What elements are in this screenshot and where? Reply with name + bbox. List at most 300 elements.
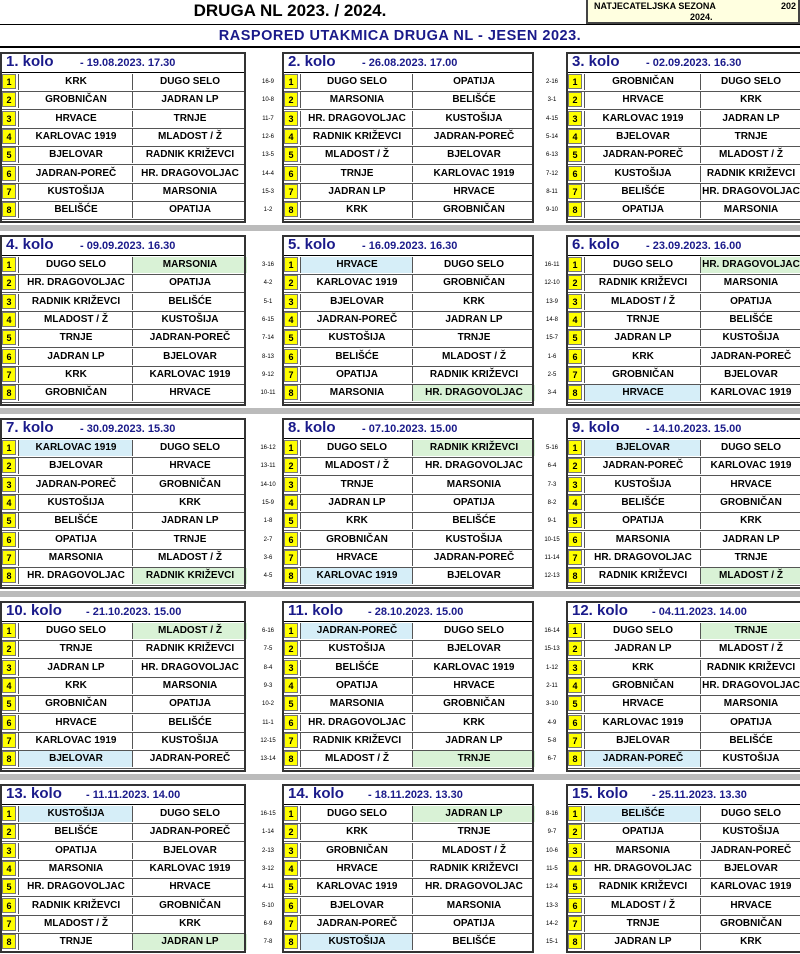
match-number: 6 bbox=[568, 898, 582, 913]
away-team: JADRAN-POREČ bbox=[412, 550, 535, 566]
away-team: KRK bbox=[132, 495, 247, 511]
away-team: JADRAN LP bbox=[132, 934, 247, 950]
pairing-code: 6-16 bbox=[256, 625, 280, 637]
match-number: 1 bbox=[284, 257, 298, 272]
pairing-code: 3-1 bbox=[540, 94, 564, 106]
match-number: 5 bbox=[2, 330, 16, 345]
pairing-code: 12-6 bbox=[256, 131, 280, 143]
match-number: 2 bbox=[284, 458, 298, 473]
match-number: 8 bbox=[2, 202, 16, 217]
away-team: TRNJE bbox=[700, 623, 800, 639]
match-number: 8 bbox=[568, 385, 582, 400]
match-number: 7 bbox=[284, 733, 298, 748]
away-team: DUGO SELO bbox=[132, 806, 247, 822]
match-number: 3 bbox=[2, 477, 16, 492]
round-name: 13. kolo bbox=[6, 785, 62, 802]
home-team: KUSTOŠIJA bbox=[584, 166, 701, 182]
match-number: 7 bbox=[568, 916, 582, 931]
home-team: OPATIJA bbox=[18, 843, 133, 859]
match-number: 7 bbox=[2, 550, 16, 565]
round-date: - 07.10.2023. 15.00 bbox=[362, 423, 458, 435]
round-frame bbox=[282, 235, 534, 406]
home-team: DUGO SELO bbox=[584, 623, 701, 639]
match-number: 8 bbox=[2, 385, 16, 400]
match-number: 3 bbox=[568, 660, 582, 675]
pairing-code: 3-4 bbox=[540, 387, 564, 399]
home-team: KRK bbox=[18, 367, 133, 383]
home-team: MARSONIA bbox=[300, 385, 413, 401]
match-number: 1 bbox=[284, 440, 298, 455]
away-team: BELIŠĆE bbox=[412, 934, 535, 950]
pairing-code: 9-10 bbox=[540, 204, 564, 216]
home-team: RADNIK KRIŽEVCI bbox=[300, 733, 413, 749]
pairing-code: 14-10 bbox=[256, 479, 280, 491]
away-team: BELIŠĆE bbox=[412, 513, 535, 529]
home-team: MLADOST / Ž bbox=[300, 147, 413, 163]
away-team: JADRAN-POREČ bbox=[132, 824, 247, 840]
away-team: RADNIK KRIŽEVCI bbox=[412, 367, 535, 383]
pairing-code: 14-4 bbox=[256, 168, 280, 180]
away-team: HRVACE bbox=[700, 898, 800, 914]
home-team: DUGO SELO bbox=[18, 623, 133, 639]
away-team: TRNJE bbox=[132, 111, 247, 127]
pairing-code: 2-7 bbox=[256, 534, 280, 546]
home-team: JADRAN-POREČ bbox=[300, 312, 413, 328]
home-team: KRK bbox=[300, 513, 413, 529]
pairing-code: 8-13 bbox=[256, 351, 280, 363]
home-team: BJELOVAR bbox=[18, 147, 133, 163]
round-frame bbox=[282, 52, 534, 223]
round-date: - 14.10.2023. 15.00 bbox=[646, 423, 742, 435]
match-number: 7 bbox=[2, 733, 16, 748]
match-number: 6 bbox=[284, 898, 298, 913]
away-team: KRK bbox=[132, 916, 247, 932]
match-number: 7 bbox=[284, 550, 298, 565]
round-date: - 02.09.2023. 16.30 bbox=[646, 57, 742, 69]
match-number: 7 bbox=[2, 367, 16, 382]
home-team: HR. DRAGOVOLJAC bbox=[300, 715, 413, 731]
away-team: MARSONIA bbox=[700, 275, 800, 291]
round-date: - 19.08.2023. 17.30 bbox=[80, 57, 176, 69]
pairing-code: 7-8 bbox=[256, 936, 280, 948]
home-team: BELIŠĆE bbox=[584, 184, 701, 200]
home-team: BJELOVAR bbox=[584, 733, 701, 749]
home-team: TRNJE bbox=[18, 934, 133, 950]
home-team: JADRAN LP bbox=[18, 660, 133, 676]
round-date: - 25.11.2023. 13.30 bbox=[652, 789, 747, 801]
home-team: DUGO SELO bbox=[584, 257, 701, 273]
pairing-code: 16-14 bbox=[540, 625, 564, 637]
home-team: MARSONIA bbox=[18, 550, 133, 566]
pairing-code: 15-13 bbox=[540, 643, 564, 655]
home-team: KRK bbox=[18, 678, 133, 694]
home-team: RADNIK KRIŽEVCI bbox=[18, 898, 133, 914]
away-team: MARSONIA bbox=[132, 678, 247, 694]
away-team: KRK bbox=[700, 934, 800, 950]
home-team: MLADOST / Ž bbox=[18, 312, 133, 328]
away-team: JADRAN-POREČ bbox=[700, 843, 800, 859]
match-number: 4 bbox=[284, 495, 298, 510]
pairing-code: 11-14 bbox=[540, 552, 564, 564]
match-number: 2 bbox=[568, 641, 582, 656]
match-number: 2 bbox=[568, 458, 582, 473]
match-number: 5 bbox=[284, 696, 298, 711]
round-frame bbox=[0, 235, 246, 406]
match-number: 2 bbox=[2, 92, 16, 107]
away-team: OPATIJA bbox=[700, 715, 800, 731]
pairing-code: 14-2 bbox=[540, 918, 564, 930]
match-number: 8 bbox=[284, 385, 298, 400]
home-team: OPATIJA bbox=[18, 532, 133, 548]
round-frame bbox=[566, 418, 800, 589]
match-number: 1 bbox=[2, 806, 16, 821]
home-team: OPATIJA bbox=[584, 513, 701, 529]
round-name: 10. kolo bbox=[6, 602, 62, 619]
pairing-code: 10-15 bbox=[540, 534, 564, 546]
away-team: OPATIJA bbox=[412, 495, 535, 511]
match-number: 6 bbox=[568, 715, 582, 730]
pairing-code: 1-14 bbox=[256, 826, 280, 838]
home-team: RADNIK KRIŽEVCI bbox=[584, 275, 701, 291]
match-number: 4 bbox=[568, 129, 582, 144]
pairing-code: 16-12 bbox=[256, 442, 280, 454]
home-team: KRK bbox=[584, 349, 701, 365]
round-frame bbox=[566, 235, 800, 406]
match-number: 5 bbox=[284, 513, 298, 528]
home-team: OPATIJA bbox=[584, 824, 701, 840]
pairing-code: 11-7 bbox=[256, 113, 280, 125]
match-number: 3 bbox=[568, 843, 582, 858]
match-number: 4 bbox=[568, 861, 582, 876]
match-number: 4 bbox=[568, 312, 582, 327]
away-team: KARLOVAC 1919 bbox=[700, 879, 800, 895]
match-number: 8 bbox=[568, 934, 582, 949]
round-frame bbox=[566, 784, 800, 953]
away-team: OPATIJA bbox=[412, 916, 535, 932]
home-team: BELIŠĆE bbox=[300, 660, 413, 676]
home-team: KARLOVAC 1919 bbox=[300, 879, 413, 895]
away-team: JADRAN LP bbox=[700, 532, 800, 548]
home-team: OPATIJA bbox=[584, 202, 701, 218]
pairing-code: 1-2 bbox=[256, 204, 280, 216]
home-team: BELIŠĆE bbox=[300, 349, 413, 365]
away-team: BELIŠĆE bbox=[132, 294, 247, 310]
away-team: HRVACE bbox=[412, 678, 535, 694]
away-team: OPATIJA bbox=[132, 275, 247, 291]
away-team: BJELOVAR bbox=[412, 568, 535, 584]
round-frame bbox=[282, 784, 534, 953]
pairing-code: 10-2 bbox=[256, 698, 280, 710]
round-date: - 09.09.2023. 16.30 bbox=[80, 240, 176, 252]
pairing-code: 6-4 bbox=[540, 460, 564, 472]
away-team: KARLOVAC 1919 bbox=[132, 861, 247, 877]
match-number: 6 bbox=[2, 532, 16, 547]
round-name: 5. kolo bbox=[288, 236, 336, 253]
pairing-code: 13-3 bbox=[540, 900, 564, 912]
match-number: 6 bbox=[2, 715, 16, 730]
match-number: 8 bbox=[284, 751, 298, 766]
home-team: RADNIK KRIŽEVCI bbox=[584, 879, 701, 895]
away-team: BELIŠĆE bbox=[700, 312, 800, 328]
home-team: BJELOVAR bbox=[300, 294, 413, 310]
match-number: 1 bbox=[284, 806, 298, 821]
home-team: MLADOST / Ž bbox=[18, 916, 133, 932]
pairing-code: 2-5 bbox=[540, 369, 564, 381]
home-team: HRVACE bbox=[300, 550, 413, 566]
away-team: BJELOVAR bbox=[700, 861, 800, 877]
pairing-code: 6-15 bbox=[256, 314, 280, 326]
match-number: 8 bbox=[2, 751, 16, 766]
season-box bbox=[586, 0, 800, 24]
home-team: KUSTOŠIJA bbox=[584, 477, 701, 493]
match-number: 2 bbox=[284, 92, 298, 107]
pairing-code: 2-11 bbox=[540, 680, 564, 692]
home-team: TRNJE bbox=[18, 641, 133, 657]
home-team: JADRAN-POREČ bbox=[18, 477, 133, 493]
pairing-code: 14-8 bbox=[540, 314, 564, 326]
home-team: MARSONIA bbox=[584, 532, 701, 548]
round-name: 3. kolo bbox=[572, 53, 620, 70]
away-team: MLADOST / Ž bbox=[700, 568, 800, 584]
home-team: KARLOVAC 1919 bbox=[584, 715, 701, 731]
match-number: 8 bbox=[284, 934, 298, 949]
home-team: DUGO SELO bbox=[300, 806, 413, 822]
away-team: HRVACE bbox=[132, 385, 247, 401]
home-team: MLADOST / Ž bbox=[300, 751, 413, 767]
pairing-code: 15-9 bbox=[256, 497, 280, 509]
home-team: GROBNIČAN bbox=[18, 696, 133, 712]
match-number: 6 bbox=[2, 898, 16, 913]
home-team: HR. DRAGOVOLJAC bbox=[18, 879, 133, 895]
match-number: 2 bbox=[284, 275, 298, 290]
match-number: 8 bbox=[568, 202, 582, 217]
round-date: - 23.09.2023. 16.00 bbox=[646, 240, 742, 252]
away-team: RADNIK KRIŽEVCI bbox=[412, 861, 535, 877]
away-team: MLADOST / Ž bbox=[132, 623, 247, 639]
pairing-code: 7-5 bbox=[256, 643, 280, 655]
pairing-code: 3-12 bbox=[256, 863, 280, 875]
season-label: NATJECATELJSKA SEZONA bbox=[594, 1, 716, 11]
home-team: MLADOST / Ž bbox=[584, 898, 701, 914]
match-number: 8 bbox=[568, 568, 582, 583]
home-team: JADRAN LP bbox=[18, 349, 133, 365]
away-team: GROBNIČAN bbox=[412, 696, 535, 712]
home-team: GROBNIČAN bbox=[300, 532, 413, 548]
match-number: 5 bbox=[284, 879, 298, 894]
match-number: 1 bbox=[568, 74, 582, 89]
round-name: 4. kolo bbox=[6, 236, 54, 253]
home-team: HR. DRAGOVOLJAC bbox=[18, 568, 133, 584]
away-team: MLADOST / Ž bbox=[132, 129, 247, 145]
away-team: HRVACE bbox=[132, 879, 247, 895]
match-number: 7 bbox=[568, 184, 582, 199]
away-team: KRK bbox=[700, 513, 800, 529]
home-team: KARLOVAC 1919 bbox=[18, 733, 133, 749]
pairing-code: 9-1 bbox=[540, 515, 564, 527]
away-team: BJELOVAR bbox=[412, 147, 535, 163]
round-name: 15. kolo bbox=[572, 785, 628, 802]
away-team: KRK bbox=[412, 715, 535, 731]
pairing-code: 15-3 bbox=[256, 186, 280, 198]
pairing-code: 13-5 bbox=[256, 149, 280, 161]
away-team: TRNJE bbox=[412, 824, 535, 840]
pairing-code: 10-8 bbox=[256, 94, 280, 106]
round-date: - 26.08.2023. 17.00 bbox=[362, 57, 458, 69]
home-team: KRK bbox=[18, 74, 133, 90]
round-name: 12. kolo bbox=[572, 602, 628, 619]
away-team: BJELOVAR bbox=[132, 349, 247, 365]
match-number: 3 bbox=[568, 477, 582, 492]
round-name: 11. kolo bbox=[288, 602, 344, 619]
pairing-code: 3-6 bbox=[256, 552, 280, 564]
away-team: TRNJE bbox=[132, 532, 247, 548]
home-team: DUGO SELO bbox=[300, 74, 413, 90]
home-team: HR. DRAGOVOLJAC bbox=[584, 861, 701, 877]
away-team: MARSONIA bbox=[132, 257, 247, 273]
document-title: DRUGA NL 2023. / 2024. bbox=[193, 1, 387, 20]
away-team: HRVACE bbox=[132, 458, 247, 474]
match-number: 3 bbox=[284, 111, 298, 126]
match-number: 6 bbox=[2, 349, 16, 364]
pairing-code: 3-16 bbox=[256, 259, 280, 271]
round-name: 2. kolo bbox=[288, 53, 336, 70]
match-number: 2 bbox=[568, 824, 582, 839]
pairing-code: 12-10 bbox=[540, 277, 564, 289]
home-team: HRVACE bbox=[300, 257, 413, 273]
away-team: DUGO SELO bbox=[700, 74, 800, 90]
away-team: JADRAN LP bbox=[412, 733, 535, 749]
home-team: BELIŠĆE bbox=[18, 824, 133, 840]
round-date: - 16.09.2023. 16.30 bbox=[362, 240, 458, 252]
home-team: HR. DRAGOVOLJAC bbox=[584, 550, 701, 566]
match-number: 1 bbox=[284, 623, 298, 638]
pairing-code: 5-16 bbox=[540, 442, 564, 454]
home-team: GROBNIČAN bbox=[584, 74, 701, 90]
away-team: GROBNIČAN bbox=[700, 495, 800, 511]
match-number: 5 bbox=[568, 330, 582, 345]
home-team: JADRAN-POREČ bbox=[18, 166, 133, 182]
home-team: KUSTOŠIJA bbox=[300, 641, 413, 657]
season-year-start: 202 bbox=[780, 1, 796, 11]
away-team: KARLOVAC 1919 bbox=[412, 660, 535, 676]
away-team: BJELOVAR bbox=[132, 843, 247, 859]
away-team: MARSONIA bbox=[412, 898, 535, 914]
away-team: MLADOST / Ž bbox=[700, 641, 800, 657]
match-number: 7 bbox=[568, 550, 582, 565]
away-team: HRVACE bbox=[412, 184, 535, 200]
pairing-code: 7-3 bbox=[540, 479, 564, 491]
match-number: 7 bbox=[568, 733, 582, 748]
home-team: JADRAN-POREČ bbox=[584, 458, 701, 474]
away-team: HR. DRAGOVOLJAC bbox=[412, 385, 535, 401]
away-team: KUSTOŠIJA bbox=[132, 312, 247, 328]
home-team: TRNJE bbox=[300, 477, 413, 493]
away-team: OPATIJA bbox=[132, 696, 247, 712]
away-team: DUGO SELO bbox=[132, 440, 247, 456]
pairing-code: 9-12 bbox=[256, 369, 280, 381]
pairing-code: 2-13 bbox=[256, 845, 280, 857]
pairing-code: 6-7 bbox=[540, 753, 564, 765]
match-number: 7 bbox=[284, 916, 298, 931]
round-frame bbox=[0, 784, 246, 953]
home-team: KRK bbox=[300, 824, 413, 840]
match-number: 4 bbox=[2, 129, 16, 144]
away-team: KRK bbox=[412, 294, 535, 310]
home-team: KRK bbox=[300, 202, 413, 218]
away-team: DUGO SELO bbox=[132, 74, 247, 90]
match-number: 1 bbox=[568, 257, 582, 272]
match-number: 4 bbox=[284, 678, 298, 693]
away-team: HR. DRAGOVOLJAC bbox=[700, 678, 800, 694]
match-number: 3 bbox=[568, 294, 582, 309]
away-team: GROBNIČAN bbox=[412, 275, 535, 291]
away-team: GROBNIČAN bbox=[132, 898, 247, 914]
home-team: HRVACE bbox=[584, 696, 701, 712]
home-team: KUSTOŠIJA bbox=[300, 934, 413, 950]
home-team: HRVACE bbox=[300, 861, 413, 877]
match-number: 4 bbox=[2, 312, 16, 327]
away-team: JADRAN-POREČ bbox=[700, 349, 800, 365]
pairing-code: 8-16 bbox=[540, 808, 564, 820]
match-number: 4 bbox=[568, 495, 582, 510]
home-team: KARLOVAC 1919 bbox=[18, 129, 133, 145]
match-number: 3 bbox=[284, 660, 298, 675]
away-team: JADRAN LP bbox=[700, 111, 800, 127]
away-team: MLADOST / Ž bbox=[132, 550, 247, 566]
match-number: 4 bbox=[2, 495, 16, 510]
away-team: HRVACE bbox=[700, 477, 800, 493]
home-team: BELIŠĆE bbox=[18, 202, 133, 218]
band-separator bbox=[0, 591, 800, 597]
match-number: 5 bbox=[568, 879, 582, 894]
pairing-code: 16-9 bbox=[256, 76, 280, 88]
home-team: MARSONIA bbox=[300, 92, 413, 108]
pairing-code: 8-11 bbox=[540, 186, 564, 198]
home-team: HRVACE bbox=[584, 92, 701, 108]
round-name: 14. kolo bbox=[288, 785, 344, 802]
round-frame bbox=[282, 601, 534, 772]
home-team: JADRAN LP bbox=[300, 184, 413, 200]
match-number: 3 bbox=[284, 843, 298, 858]
match-number: 4 bbox=[284, 861, 298, 876]
match-number: 1 bbox=[568, 623, 582, 638]
round-frame bbox=[0, 601, 246, 772]
match-number: 6 bbox=[568, 532, 582, 547]
round-name: 7. kolo bbox=[6, 419, 54, 436]
match-number: 8 bbox=[284, 568, 298, 583]
home-team: OPATIJA bbox=[300, 367, 413, 383]
away-team: JADRAN LP bbox=[412, 806, 535, 822]
away-team: KARLOVAC 1919 bbox=[700, 385, 800, 401]
home-team: GROBNIČAN bbox=[300, 843, 413, 859]
pairing-code: 15-1 bbox=[540, 936, 564, 948]
pairing-code: 11-5 bbox=[540, 863, 564, 875]
home-team: BJELOVAR bbox=[18, 458, 133, 474]
round-frame bbox=[566, 601, 800, 772]
pairing-code: 13-9 bbox=[540, 296, 564, 308]
away-team: HR. DRAGOVOLJAC bbox=[412, 458, 535, 474]
away-team: JADRAN LP bbox=[132, 92, 247, 108]
pairing-code: 4-15 bbox=[540, 113, 564, 125]
band-separator bbox=[0, 774, 800, 780]
match-number: 2 bbox=[2, 641, 16, 656]
match-number: 2 bbox=[568, 275, 582, 290]
home-team: JADRAN LP bbox=[584, 934, 701, 950]
pairing-code: 10-6 bbox=[540, 845, 564, 857]
home-team: JADRAN-POREČ bbox=[300, 623, 413, 639]
home-team: HR. DRAGOVOLJAC bbox=[300, 111, 413, 127]
match-number: 4 bbox=[2, 678, 16, 693]
